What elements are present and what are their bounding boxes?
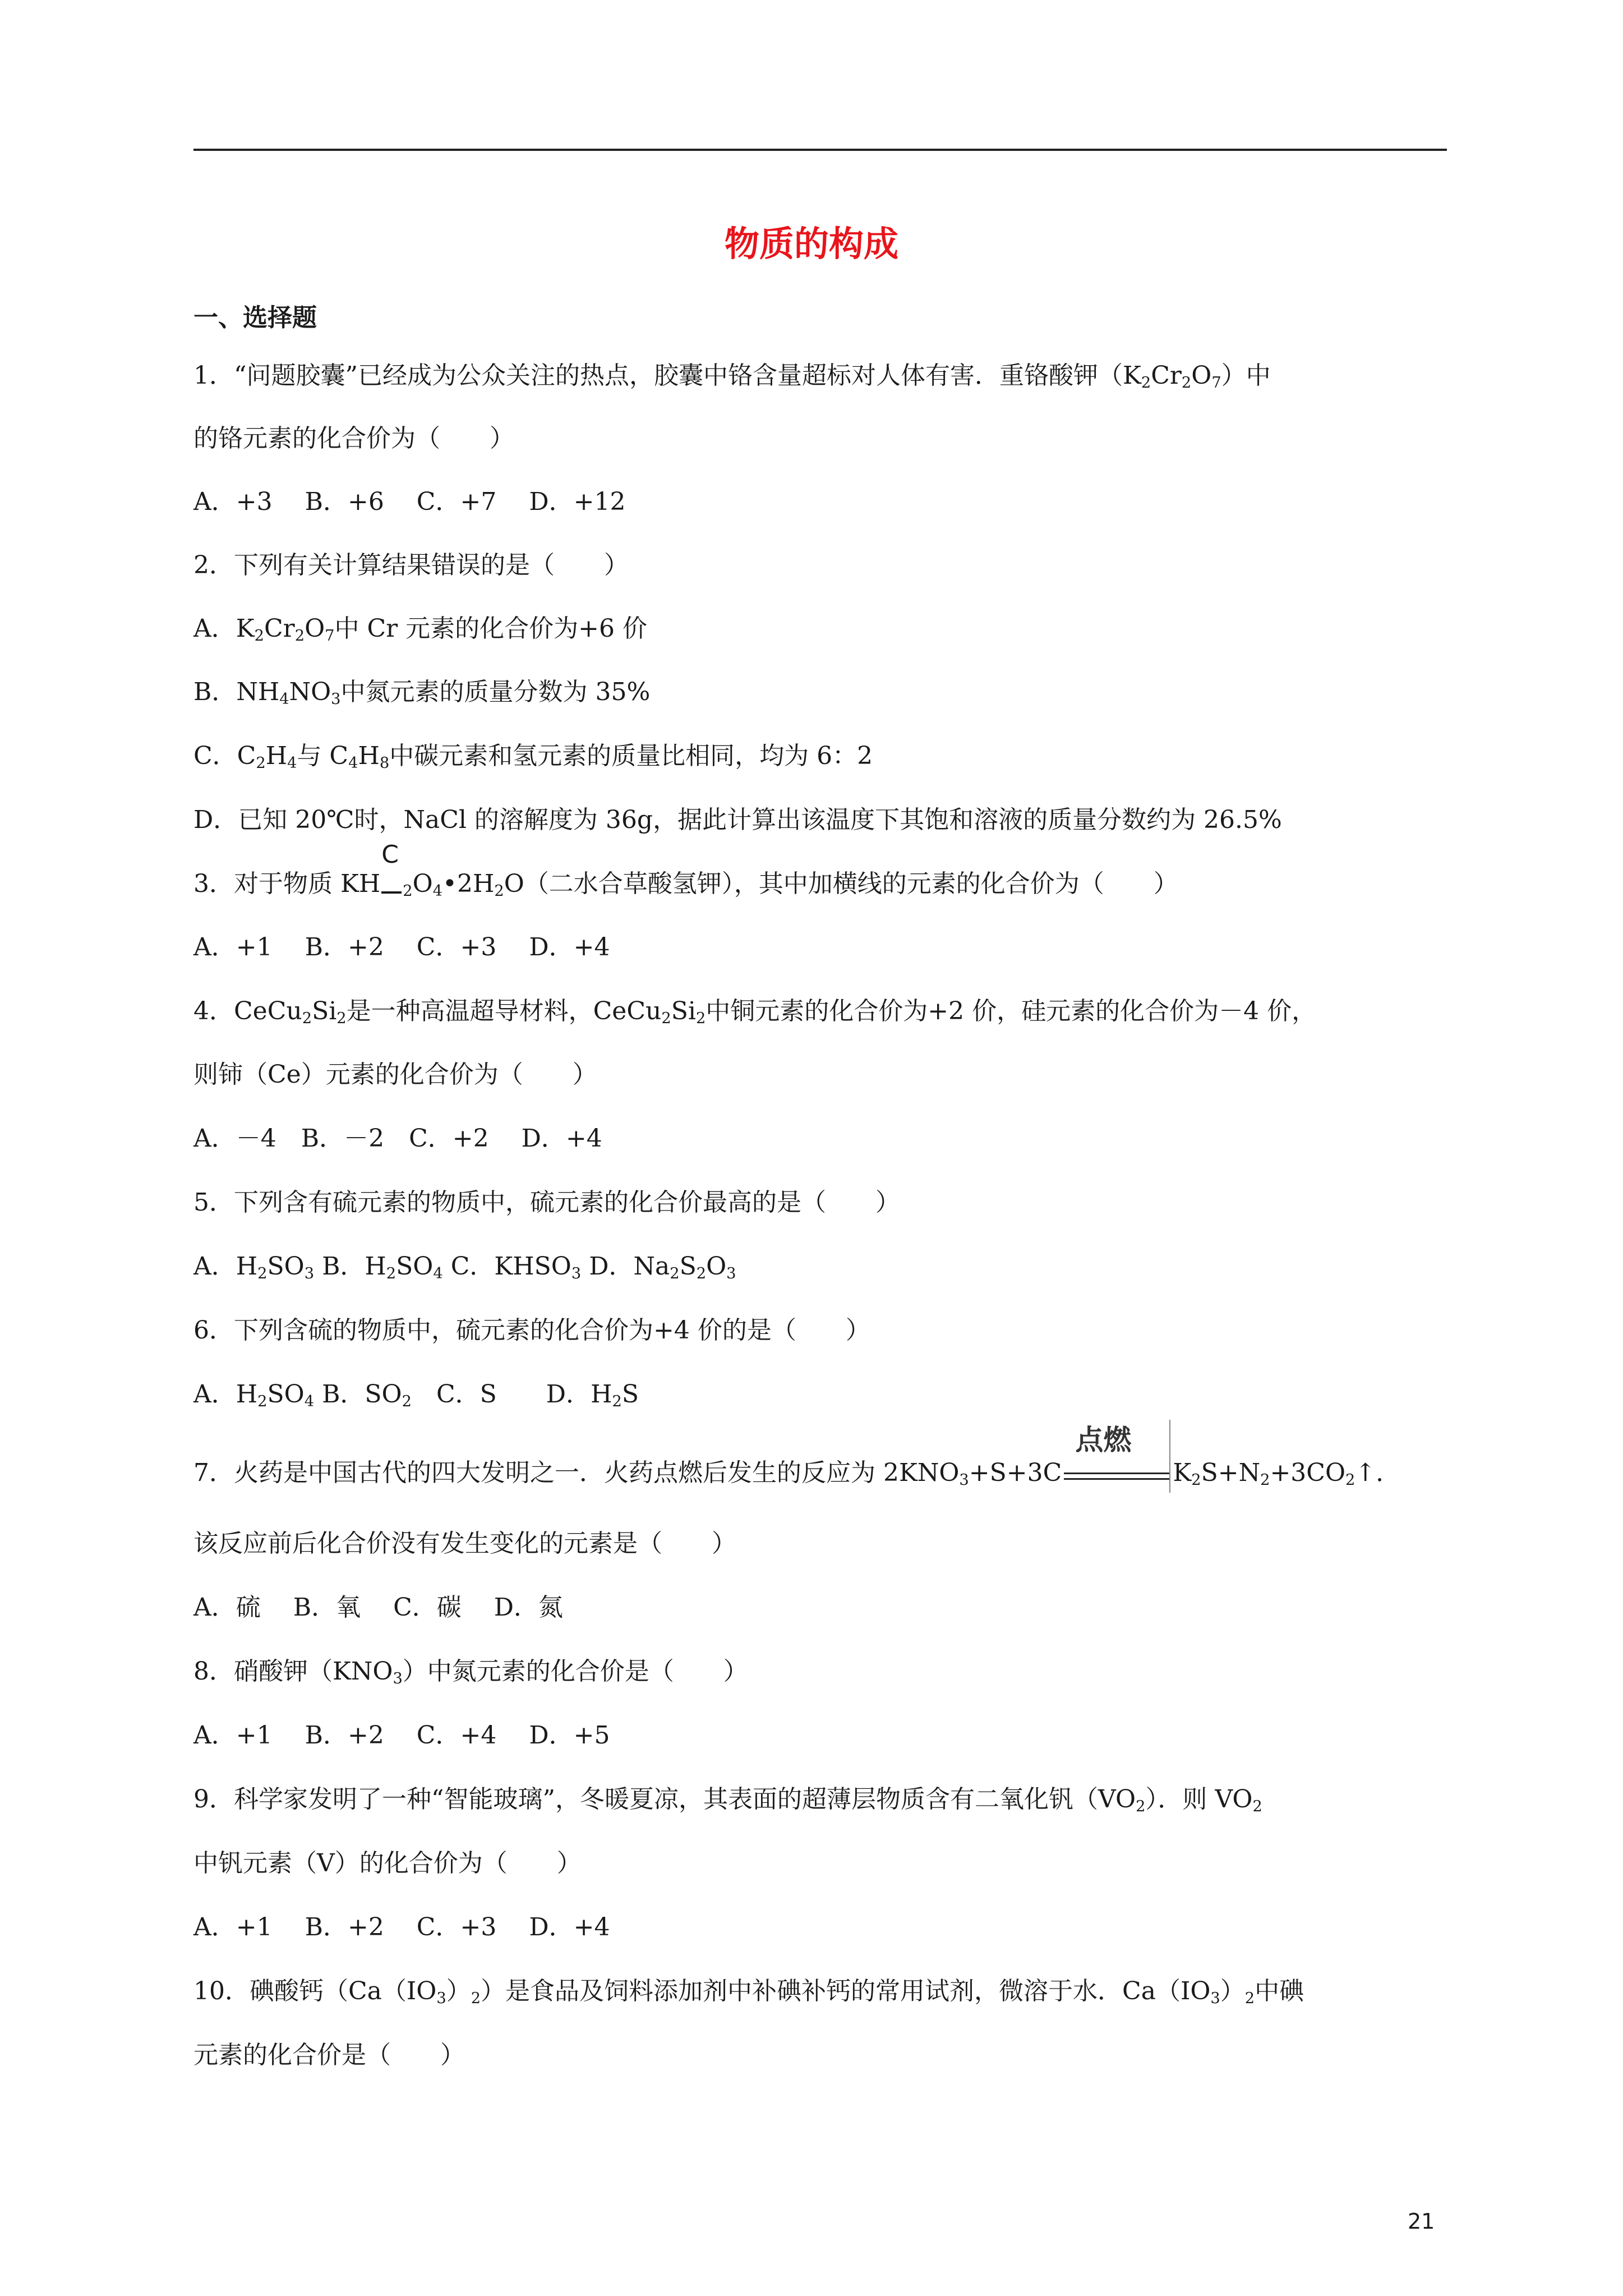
question-9-line-1: 9．科学家发明了一种“智能玻璃”，冬暖夏凉，其表面的超薄层物质含有二氧化钒$(VO_2)$．则 $VO_2$ [193, 1785, 1262, 1815]
header-rule [193, 149, 1447, 151]
underline-bar [381, 878, 402, 894]
question-10-line-2: 元素的化合价是（ ） [193, 2041, 465, 2069]
question-2-option-b: B．$NH_4NO_3$中氮元素的质量分数为 35% [193, 678, 651, 708]
question-1-options: A．+3 B．+6 C．+7 D．+12 [193, 487, 626, 516]
question-9-line-2: 中钒元素（V）的化合价为（ ） [193, 1849, 582, 1878]
section-heading: 一、选择题 [193, 303, 317, 332]
question-1-line-2: 的铬元素的化合价为（ ） [193, 424, 514, 453]
question-9-options: A．+1 B．+2 C．+3 D．+4 [193, 1913, 610, 1941]
question-6-stem: 6．下列含硫的物质中，硫元素的化合价为+4 价的是（ ） [193, 1316, 870, 1345]
question-4-line-2: 则铈（Ce）元素的化合价为（ ） [193, 1060, 597, 1089]
question-5-stem: 5．下列含有硫元素的物质中，硫元素的化合价最高的是（ ） [193, 1188, 900, 1217]
question-2-option-a: A．$K_2Cr_2O_7$中 Cr 元素的化合价为+6 价 [193, 614, 648, 645]
reaction-condition [1064, 1423, 1170, 1492]
question-3-options: A．+1 B．+2 C．+3 D．+4 [193, 933, 610, 961]
question-7-line-2: 该反应前后化合价没有发生变化的元素是（ ） [193, 1529, 736, 1558]
question-4-line-1: 4．$CeCu_2Si_2$是一种高温超导材料，$CeCu_2Si_2$中铜元素的化合价为+2 价，硅元素的化合价为－4 价， [193, 997, 1317, 1027]
page-number: 21 [1408, 2209, 1435, 2234]
question-4-options: A．－4 B．－2 C．+2 D．+4 [193, 1124, 602, 1153]
question-10-line-1: 10．碘酸钙$(Ca(IO_3)_2)$是食品及饲料添加剂中补碘补钙的常用试剂，微溶于水．$Ca(IO_3)_2$中碘 [193, 1977, 1304, 2007]
question-3-stem: 3．对于物质 KH C $_2O_4•2H_2O$（二水合草酸氢钾），其中加横线的元素的化合价为（ ） [193, 840, 1178, 900]
page-title: 物质的构成 [724, 223, 898, 264]
question-6-options: A．$H_2SO_4$ B．$SO_2$ C．S D．$H_2S$ [193, 1380, 639, 1410]
question-8-stem: 8．硝酸钾$(KNO_3)$中氮元素的化合价是（ ） [193, 1657, 748, 1687]
question-1-line-1: 1．“问题胶囊”已经成为公众关注的热点，胶囊中铬含量超标对人体有害．重铬酸钾$(K_2Cr_2O_7)$中 [193, 361, 1271, 392]
underlined-element-mark: C [381, 840, 399, 869]
question-7-options: A．硫 B．氧 C．碳 D．氮 [193, 1593, 564, 1622]
question-8-options: A．+1 B．+2 C．+4 D．+5 [193, 1721, 610, 1750]
question-2-stem: 2．下列有关计算结果错误的是（ ） [193, 551, 629, 579]
question-7-line-1: 7．火药是中国古代的四大发明之一．火药点燃后发生的反应为 $2KNO_3+S+3C$ 点燃 $K_2S+N_2+3CO_2↑$． [193, 1456, 1400, 1492]
question-2-option-d: D．已知 20℃时，NaCl 的溶解度为 36g，据此计算出该温度下其饱和溶液的质量分数约为 26.5% [193, 806, 1282, 834]
reaction-condition-label: 点燃 [1075, 1423, 1132, 1456]
question-5-options: A．$H_2SO_3$ B．$H_2SO_4$ C．$KHSO_3$ D．$Na_2S_2O_3$ [193, 1252, 736, 1282]
question-2-option-c: C．$C_2H_4$与 $C_4H_8$中碳元素和氢元素的质量比相同，均为 6：2 [193, 742, 873, 772]
